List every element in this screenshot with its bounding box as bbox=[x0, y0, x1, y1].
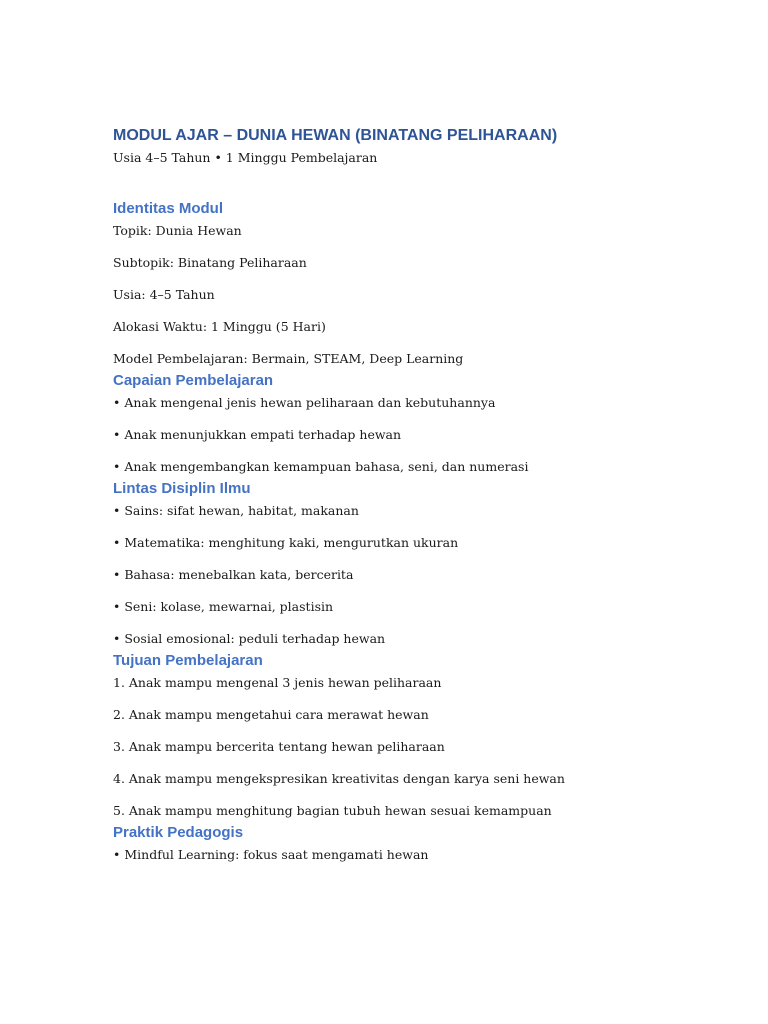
section-praktik-pedagogis bbox=[113, 823, 733, 865]
section-capaian-pembelajaran bbox=[113, 371, 733, 477]
list-item: • Matematika: menghitung kaki, mengurutkan ukuran bbox=[113, 535, 459, 550]
list-item: • Bahasa: menebalkan kata, bercerita bbox=[113, 567, 354, 582]
section-heading: Lintas Disiplin Ilmu bbox=[113, 480, 251, 497]
list-item: Model Pembelajaran: Bermain, STEAM, Deep Learning bbox=[113, 351, 464, 366]
document-page bbox=[113, 126, 733, 865]
document-title: MODUL AJAR – DUNIA HEWAN (BINATANG PELIHARAAN) bbox=[113, 127, 558, 144]
section-heading: Tujuan Pembelajaran bbox=[113, 652, 263, 669]
section-heading: Identitas Modul bbox=[113, 200, 223, 217]
list-item: • Mindful Learning: fokus saat mengamati hewan bbox=[113, 847, 429, 862]
section-identitas-modul bbox=[113, 199, 733, 369]
list-item: • Seni: kolase, mewarnai, plastisin bbox=[113, 599, 334, 614]
document-subtitle: Usia 4–5 Tahun • 1 Minggu Pembelajaran bbox=[113, 150, 378, 165]
list-item: • Sains: sifat hewan, habitat, makanan bbox=[113, 503, 359, 518]
list-item: 2. Anak mampu mengetahui cara merawat hewan bbox=[113, 707, 429, 722]
list-item: • Anak mengembangkan kemampuan bahasa, seni, dan numerasi bbox=[113, 459, 529, 474]
list-item: Subtopik: Binatang Peliharaan bbox=[113, 255, 307, 270]
section-heading: Capaian Pembelajaran bbox=[113, 372, 274, 389]
list-item: 1. Anak mampu mengenal 3 jenis hewan peliharaan bbox=[113, 675, 442, 690]
list-item: 4. Anak mampu mengekspresikan kreativitas dengan karya seni hewan bbox=[113, 771, 565, 786]
section-heading: Praktik Pedagogis bbox=[113, 824, 244, 841]
section-lintas-disiplin-ilmu bbox=[113, 479, 733, 649]
list-item: Topik: Dunia Hewan bbox=[113, 223, 242, 238]
list-item: • Anak mengenal jenis hewan peliharaan dan kebutuhannya bbox=[113, 395, 496, 410]
list-item: 3. Anak mampu bercerita tentang hewan peliharaan bbox=[113, 739, 445, 754]
section-tujuan-pembelajaran bbox=[113, 651, 733, 821]
list-item: • Anak menunjukkan empati terhadap hewan bbox=[113, 427, 402, 442]
list-item: 5. Anak mampu menghitung bagian tubuh hewan sesuai kemampuan bbox=[113, 803, 552, 818]
list-item: Alokasi Waktu: 1 Minggu (5 Hari) bbox=[113, 319, 326, 334]
list-item: • Sosial emosional: peduli terhadap hewan bbox=[113, 631, 386, 646]
list-item: Usia: 4–5 Tahun bbox=[113, 287, 215, 302]
